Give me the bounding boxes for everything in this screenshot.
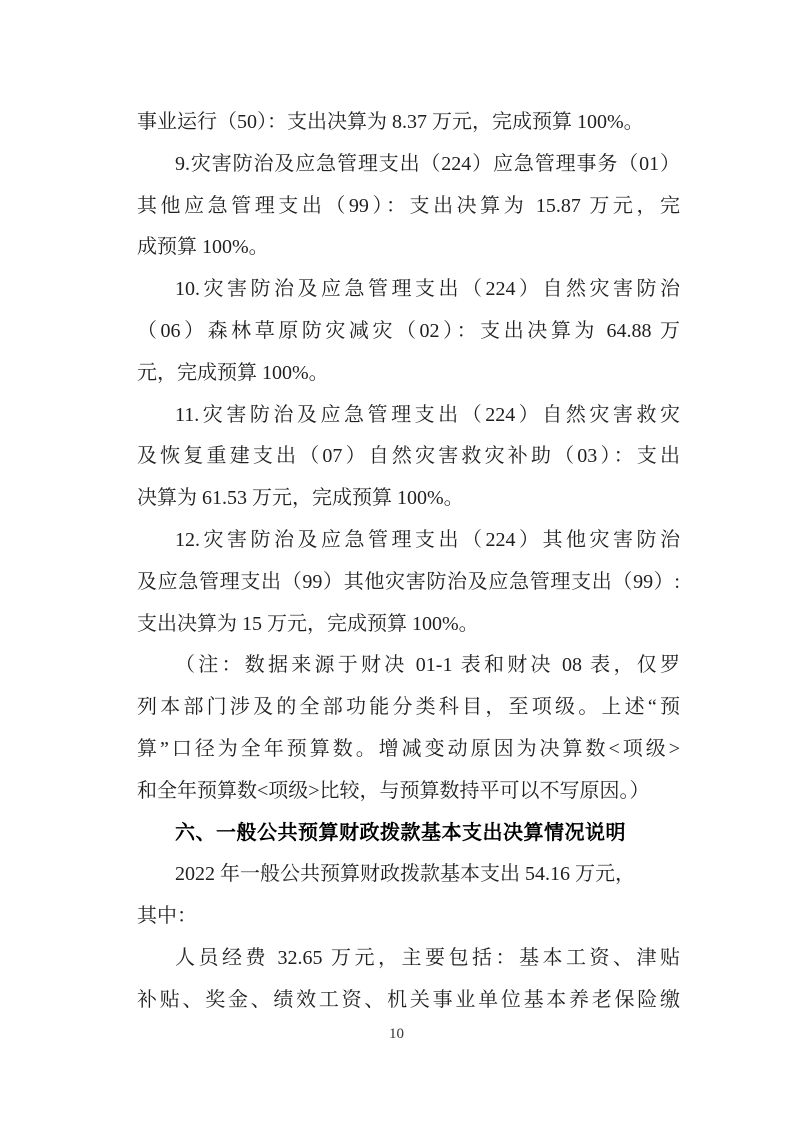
text-line: 其他应急管理支出（99）：支出决算为 15.87 万元，完 [137, 194, 680, 217]
text-line: 及恢复重建支出（07）自然灾害救灾补助（03）：支出 [137, 445, 680, 468]
text-line: 决算为 61.53 万元，完成预算 100%。 [137, 487, 464, 510]
text-line: 支出决算为 15 万元，完成预算 100%。 [137, 612, 479, 635]
paragraph [137, 938, 680, 1022]
text-line: 人员经费 32.65 万元，主要包括：基本工资、津贴 [175, 946, 680, 969]
paragraph [137, 854, 680, 938]
text-line: 9.灾害防治及应急管理支出（224）应急管理事务（01） [175, 152, 680, 175]
text-line: 12.灾害防治及应急管理支出（224）其他灾害防治 [175, 528, 680, 551]
paragraph [137, 144, 680, 269]
text-line: 算”口径为全年预算数。增减变动原因为决算数<项级> [137, 737, 680, 760]
text-line: 10.灾害防治及应急管理支出（224）自然灾害防治 [175, 278, 680, 301]
paragraph [137, 395, 680, 520]
paragraph [137, 520, 680, 645]
text-line: 及应急管理支出（99）其他灾害防治及应急管理支出（99）: [137, 570, 680, 593]
text-line: 11.灾害防治及应急管理支出（224）自然灾害救灾 [175, 403, 680, 426]
text-line: 2022 年一般公共预算财政拨款基本支出 54.16 万元， [175, 863, 635, 886]
text-line: （06）森林草原防灾减灾（02）：支出决算为 64.88 万 [137, 319, 680, 342]
text-line: 事业运行（50）：支出决算为 8.37 万元，完成预算 100%。 [137, 111, 644, 133]
document-body [137, 102, 680, 1022]
text-line: 成预算 100%。 [137, 236, 269, 259]
page-number: 10 [389, 1026, 404, 1042]
text-line: 和全年预算数<项级>比较，与预算数持平可以不写原因。） [137, 779, 650, 802]
text-line: 补贴、奖金、绩效工资、机关事业单位基本养老保险缴 [137, 988, 680, 1011]
text-line: 元，完成预算 100%。 [137, 361, 329, 384]
text-line: 其中： [137, 905, 197, 928]
paragraph [137, 645, 680, 812]
text-line: （注：数据来源于财决 01-1 表和财决 08 表，仅罗 [175, 654, 680, 677]
paragraph [137, 269, 680, 394]
heading-line: 六、一般公共预算财政拨款基本支出决算情况说明 [175, 821, 626, 844]
section-heading [137, 813, 680, 855]
text-line: 列本部门涉及的全部功能分类科目，至项级。上述“预 [137, 696, 680, 719]
paragraph [137, 102, 680, 144]
